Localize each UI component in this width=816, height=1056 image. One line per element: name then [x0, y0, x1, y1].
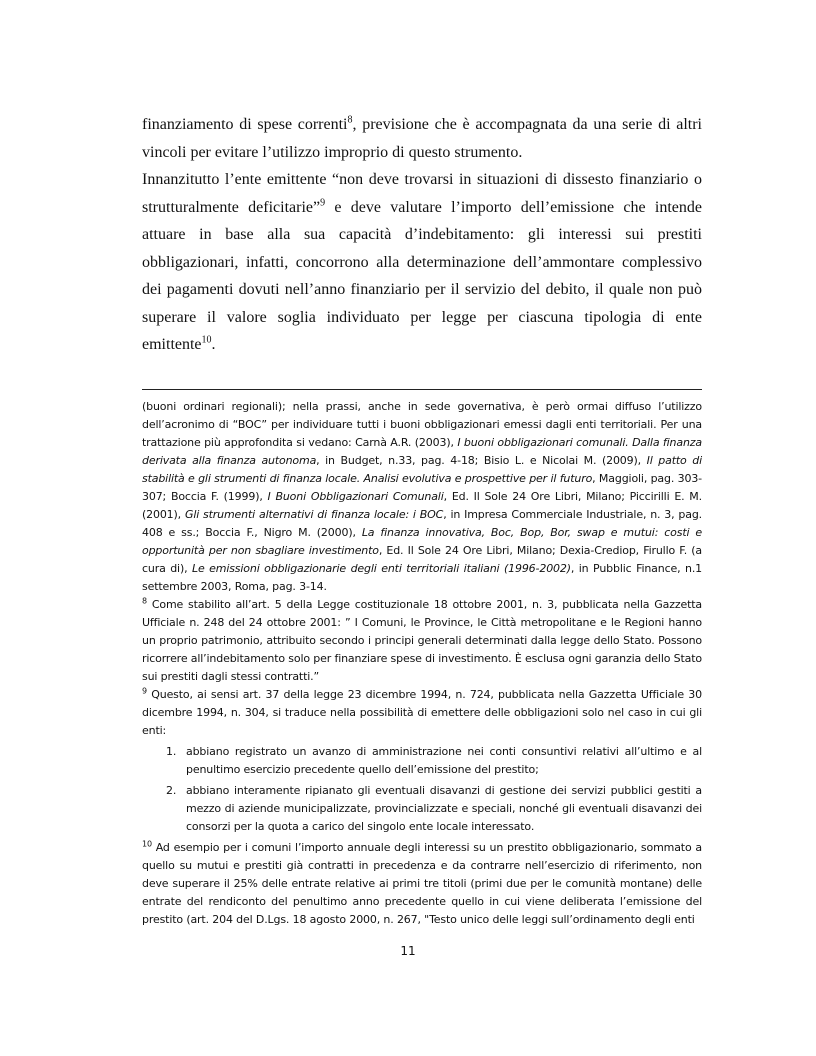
- footnote-9-list: [142, 743, 702, 836]
- footnote-9: $^9$ Questo, ai sensi art. 37 della legge 23 dicembre 1994, n. 724, pubblicata nella Gazzetta Ufficiale 30 dicembre 1994, n. 304, si traduce nella possibilità di emettere delle obbligazioni solo nel caso in cui gli enti:: [142, 686, 702, 737]
- footnote-8: $^8$ Come stabilito all’art. 5 della Legge costituzionale 18 ottobre 2001, n. 3, pubblicata nella Gazzetta Ufficiale n. 248 del 24 ottobre 2001: ” I Comuni, le Province, le Città metropolitane e le Regioni hanno un proprio patrimonio, attribuito secondo i principi generali determinati dalla legge dello Stato. Possono ricorrere all’indebitamento solo per finanziare spese di investimento. È esclusa ogni garanzia dello Stato sui prestiti dagli stessi contratti.”: [142, 596, 702, 683]
- footnote-separator: [142, 389, 702, 390]
- paragraph-2: Innanzitutto l’ente emittente “non deve trovarsi in situazioni di dissesto finanziario o strutturalmente deficitarie”$^9$ e deve valutare l’importo dell’emissione che intende attuare in base alla sua capacità d’indebitamento: gli interessi sui prestiti obbligazionari, infatti, concorrono alla determinazione dell’ammontare complessivo dei pagamenti dovuti nell’anno finanziario per il servizio del debito, il quale non può superare il valore soglia individuato per legge per ciascuna tipologia di ente emittente$^{10}$.: [142, 171, 702, 353]
- footnote-continuation: (buoni ordinari regionali); nella prassi, anche in sede governativa, è però ormai diffuso l’utilizzo dell’acronimo di “BOC” per individuare tutti i buoni obbligazionari emessi dagli enti territoriali. Per una trattazione più approfondita si vedano: Carnà A.R. (2003), I buoni obbligazionari comunali. Dalla finanza derivata alla finanza autonoma, in Budget, n.33, pag. 4-18; Bisio L. e Nicolai M. (2009), Il patto di stabilità e gli strumenti di finanza locale. Analisi evolutiva e prospettive per il futuro, Maggioli, pag. 303-307; Boccia F. (1999), I Buoni Obbligazionari Comunali, Ed. Il Sole 24 Ore Libri, Milano; Piccirilli E. M. (2001), Gli strumenti alternativi di finanza locale: i BOC, in Impresa Commerciale Industriale, n. 3, pag. 408 e ss.; Boccia F., Nigro M. (2000), La finanza innovativa, Boc, Bop, Bor, swap e mutui: costi e opportunità per non sbagliare investimento, Ed. Il Sole 24 Ore Libri, Milano; Dexia-Crediop, Firullo F. (a cura di), Le emissioni obbligazionarie degli enti territoriali italiani (1996-2002), in Pubblic Finance, n.1 settembre 2003, Roma, pag. 3-14.: [142, 400, 703, 593]
- paragraph-1: finanziamento di spese correnti$^8$, previsione che è accompagnata da una serie di altri vincoli per evitare l’utilizzo improprio di questo strumento.: [142, 114, 702, 161]
- footnote-ref-9[interactable]: 9: [320, 197, 326, 209]
- list-item: 1. abbiano registrato un avanzo di amministrazione nei conti consuntivi relativi all’ultimo e al penultimo esercizio precedente quello dell’emissione del prestito;: [166, 745, 702, 776]
- footnote-10: $^{10}$ Ad esempio per i comuni l’importo annuale degli interessi su un prestito obbligazionario, sommato a quello su mutui e prestiti già contratti in precedenza e da contrarre nell’esercizio di riferimento, non deve superare il 25% delle entrate relative ai primi tre titoli (primi due per le comunità montane) delle entrate del rendiconto del penultimo anno precedente quello in cui viene deliberata l’emissione del prestito (art. 204 del D.Lgs. 18 agosto 2000, n. 267, "Testo unico delle leggi sull’ordinamento degli enti: [142, 839, 702, 926]
- list-item: 2. abbiano interamente ripianato gli eventuali disavanzi di gestione dei servizi pubblici gestiti a mezzo di aziende municipalizzate, provincializzate e speciali, nonché gli eventuali disavanzi dei consorzi per la quota a carico del singolo ente locale interessato.: [166, 784, 702, 833]
- footnotes: [142, 398, 702, 929]
- body-text: [142, 111, 702, 359]
- footnote-ref-10[interactable]: 10: [201, 334, 212, 346]
- page-number: 11: [400, 944, 416, 958]
- footnote-ref-8[interactable]: 8: [347, 114, 353, 126]
